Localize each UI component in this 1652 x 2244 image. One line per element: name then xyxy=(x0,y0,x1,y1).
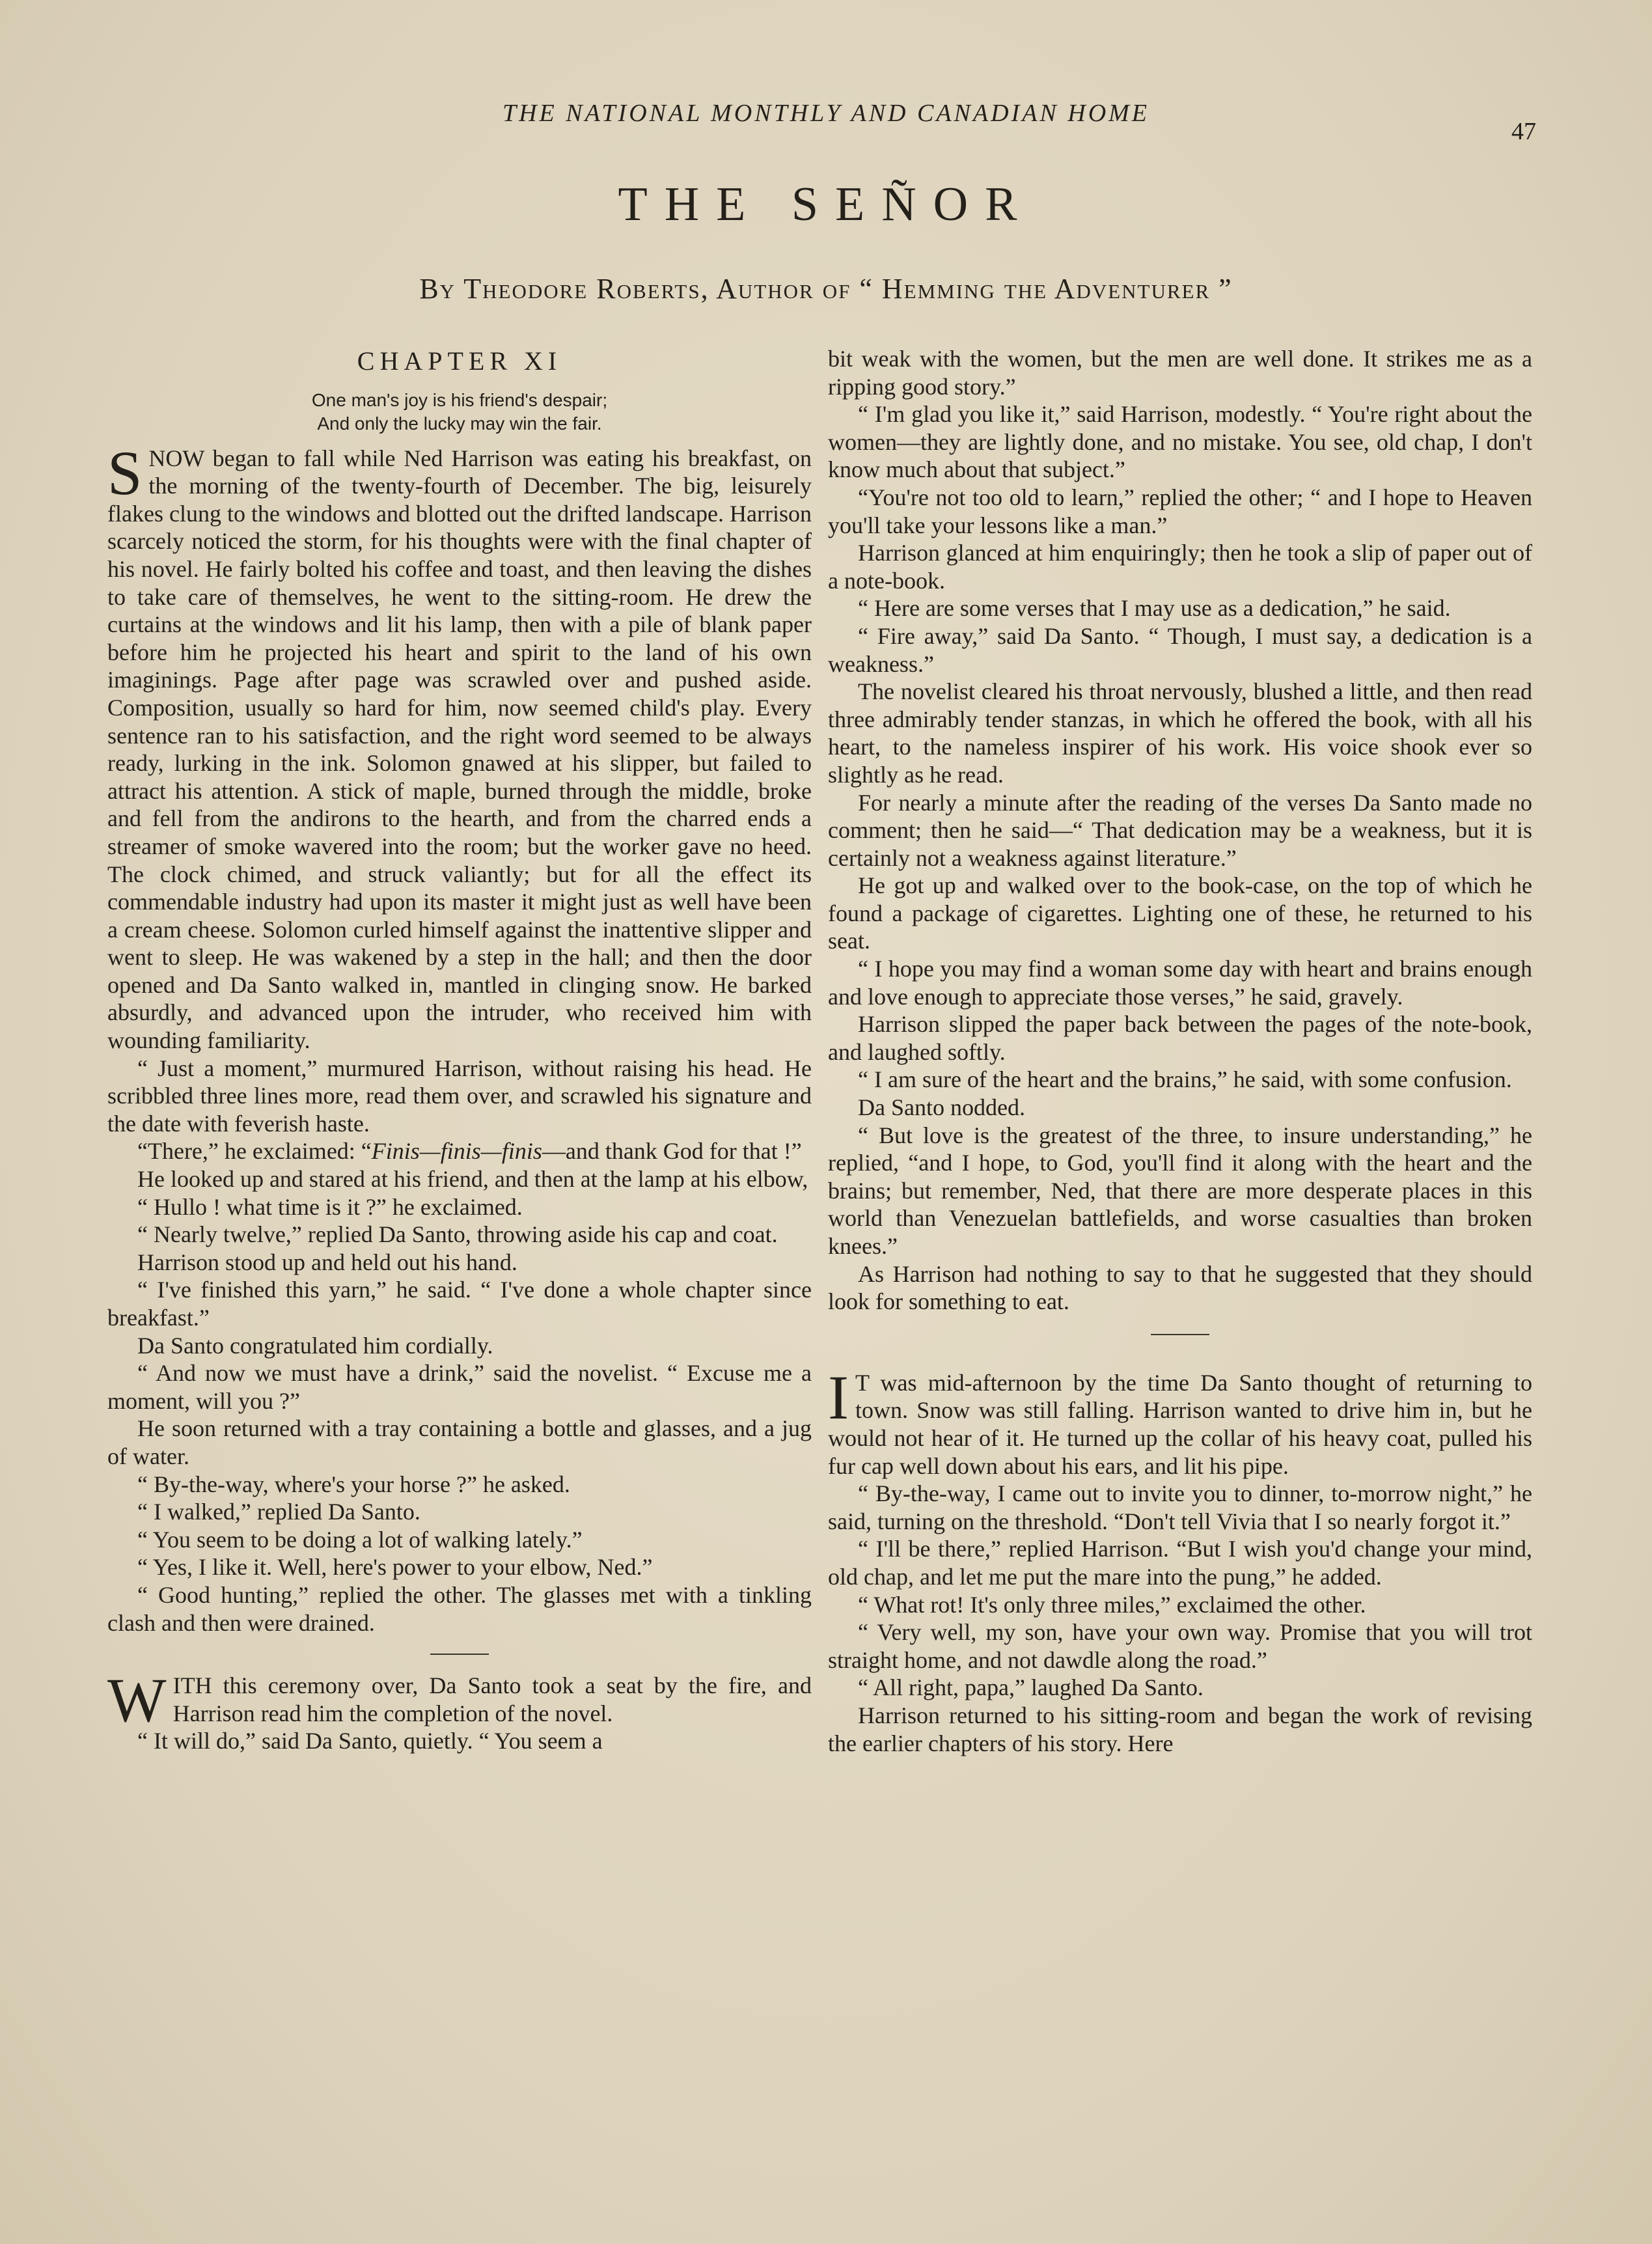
section-divider xyxy=(1151,1334,1209,1335)
paragraph: bit weak with the women, but the men are well done. It strikes me as a ripping good story.” xyxy=(828,346,1532,400)
paragraph: “ Hullo ! what time is it ?” he exclaimed. xyxy=(137,1193,523,1220)
paragraph: “ Fire away,” said Da Santo. “ Though, I must say, a dedication is a weakness.” xyxy=(828,622,1532,677)
paragraph: Harrison glanced at him enquiringly; then he took a slip of paper out of a note-book. xyxy=(828,540,1532,594)
paragraph: Da Santo congratulated him cordially. xyxy=(137,1332,493,1359)
paragraph: “ But love is the greatest of the three, to insure understanding,” he replied, “and I hope, to God, you'll find it along with the heart and the brains; but remember, Ned, that there are more desperate places in this world than Venezuelan battlefields, and worse casualties than broken knees.” xyxy=(828,1122,1532,1259)
drop-cap: S xyxy=(107,437,143,508)
paragraph xyxy=(107,437,812,1055)
paragraph: He got up and walked over to the book-case, on the top of which he found a package of cigarettes. Lighting one of these, he returned to his seat. xyxy=(828,872,1532,954)
paragraph-text: T was mid-afternoon by the time Da Santo thought of returning to town. Snow was still falling. Harrison wanted to drive him in, but he would not hear of it. He turned up the collar of his heavy coat, pulled his fur cap well down about his ears, and lit his pipe. xyxy=(828,1369,1532,1479)
section-divider xyxy=(430,1654,489,1655)
paragraph: Da Santo nodded. xyxy=(858,1094,1025,1121)
paragraph: “ Yes, I like it. Well, here's power to your elbow, Ned.” xyxy=(137,1554,653,1581)
right-column xyxy=(828,345,1532,1757)
page-number: 47 xyxy=(1511,118,1536,145)
paragraph: He looked up and stared at his friend, and then at the lamp at his elbow, xyxy=(137,1166,808,1193)
paragraph: “ I've finished this yarn,” he said. “ I've done a whole chapter since breakfast.” xyxy=(107,1277,812,1331)
paragraph: “ You seem to be doing a lot of walking lately.” xyxy=(137,1526,583,1553)
paragraph-text: “There,” he exclaimed: “ xyxy=(137,1138,372,1165)
left-column xyxy=(107,345,812,1755)
epigraph-line: And only the lucky may win the fair. xyxy=(317,413,602,434)
paragraph xyxy=(107,1665,812,1736)
paragraph xyxy=(107,1137,812,1165)
drop-cap: I xyxy=(828,1362,849,1432)
paragraph: “ Just a moment,” murmured Harrison, without raising his head. He scribbled three lines more, read them over, and scrawled his signature and the date with feverish haste. xyxy=(107,1055,812,1137)
paragraph: “ All right, papa,” laughed Da Santo. xyxy=(858,1674,1204,1701)
paragraph: He soon returned with a tray containing a bottle and glasses, and a jug of water. xyxy=(107,1415,812,1469)
paragraph-text: NOW began to fall while Ned Harrison was eating his breakfast, on the morning of the twenty-fourth of December. The big, leisurely flakes clung to the windows and blotted out the drifted landscape. Harrison scarcely noticed the storm, for his thoughts were with the final chapter of his novel. He fairly bolted his coffee and toast, and then leaving the dishes to take care of themselves, he went to the sitting-room. He drew the curtains at the windows and lit his lamp, then with a pile of blank paper before him he projected his heart and spirit to the land of his own imaginings. Page after page was scrawled over and pushed aside. Composition, usually so hard for him, now seemed child's play. Every sentence ran to his satisfaction, and the right word seemed to be always ready, lurking in the ink. Solomon gnawed at his slipper, but failed to attract his attention. A stick of maple, burned through the middle, broke and fell from the andirons to the hearth, and from the charred ends a streamer of smoke wavered into the room; but the worker gave no heed. The clock chimed, and struck valiantly; but for all the effect its commendable industry had upon its master it might just as well have been a cream cheese. Solomon curled himself against the inattentive slipper and went to sleep. He was wakened by a step in the hall; and then the door opened and Da Santo walked in, mantled in clinging snow. He barked absurdly, and advanced upon the intruder, who received him with wounding familiarity. xyxy=(107,445,812,1054)
italic-text: Finis—finis—finis xyxy=(371,1138,542,1165)
paragraph: “ I hope you may find a woman some day with heart and brains enough and love enough to appreciate those verses,” he said, gravely. xyxy=(828,956,1532,1010)
paragraph: “ Nearly twelve,” replied Da Santo, throwing aside his cap and coat. xyxy=(137,1221,778,1248)
paragraph: Harrison slipped the paper back between the pages of the note-book, and laughed softly. xyxy=(828,1011,1532,1065)
drop-cap: W xyxy=(107,1665,167,1736)
paragraph: “ I am sure of the heart and the brains,” he said, with some confusion. xyxy=(858,1066,1512,1093)
paragraph: “ Very well, my son, have your own way. Promise that you will trot straight home, and not dawdle along the road.” xyxy=(828,1619,1532,1673)
paragraph xyxy=(828,1362,1532,1480)
paragraph: “ What rot! It's only three miles,” exclaimed the other. xyxy=(858,1591,1366,1618)
paragraph: The novelist cleared his throat nervously, blushed a little, and then read three admirably tender stanzas, in which he offered the book, with all his heart, to the nameless inspirer of his work. His voice shook ever so slightly as he read. xyxy=(828,678,1532,788)
chapter-heading: CHAPTER XI xyxy=(357,346,562,376)
paragraph-text: —and thank God for that !” xyxy=(542,1138,802,1165)
paragraph: As Harrison had nothing to say to that he suggested that they should look for something to eat. xyxy=(828,1260,1532,1315)
running-head: THE NATIONAL MONTHLY AND CANADIAN HOME xyxy=(502,100,1150,127)
paragraph: “ It will do,” said Da Santo, quietly. “ You seem a xyxy=(137,1728,603,1754)
paragraph: “ Good hunting,” replied the other. The glasses met with a tinkling clash and then were drained. xyxy=(107,1581,812,1636)
paragraph: For nearly a minute after the reading of the verses Da Santo made no comment; then he said—“ That dedication may be a weakness, but it is certainly not a weakness against literature.” xyxy=(828,789,1532,871)
byline: By Theodore Roberts, Author of “ Hemming the Adventurer ” xyxy=(419,273,1233,305)
paragraph: “ And now we must have a drink,” said the novelist. “ Excuse me a moment, will you ?” xyxy=(107,1360,812,1414)
paragraph: “You're not too old to learn,” replied the other; “ and I hope to Heaven you'll take your lessons like a man.” xyxy=(828,484,1532,538)
paragraph: “ I'm glad you like it,” said Harrison, modestly. “ You're right about the women—they are lightly done, and no mistake. You see, old chap, I don't know much about that subject.” xyxy=(828,401,1532,483)
epigraph xyxy=(107,389,812,436)
paragraph: Harrison stood up and held out his hand. xyxy=(137,1249,517,1275)
paragraph: “ By-the-way, where's your horse ?” he asked. xyxy=(137,1471,570,1497)
paragraph-text: ITH this ceremony over, Da Santo took a seat by the fire, and Harrison read him the completion of the novel. xyxy=(172,1672,812,1726)
article-title: THE SEÑOR xyxy=(618,178,1034,231)
paragraph: “ I'll be there,” replied Harrison. “But I wish you'd change your mind, old chap, and let me put the mare into the pung,” he added. xyxy=(828,1536,1532,1590)
paragraph: “ Here are some verses that I may use as a dedication,” he said. xyxy=(858,595,1451,622)
paragraph: Harrison returned to his sitting-room and began the work of revising the earlier chapters of his story. Here xyxy=(828,1702,1532,1756)
paragraph: “ I walked,” replied Da Santo. xyxy=(137,1499,420,1525)
paragraph: “ By-the-way, I came out to invite you to dinner, to-morrow night,” he said, turning on the threshold. “Don't tell Vivia that I so nearly forgot it.” xyxy=(828,1480,1532,1534)
epigraph-line: One man's joy is his friend's despair; xyxy=(311,389,608,410)
